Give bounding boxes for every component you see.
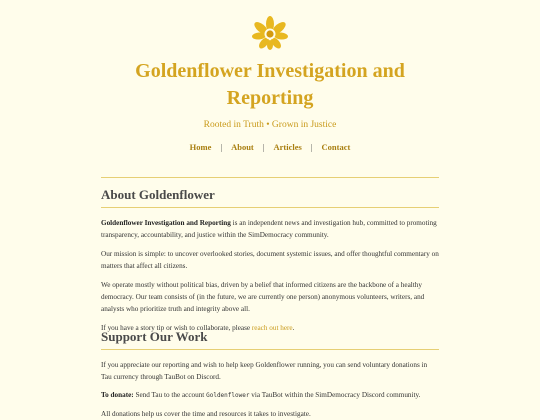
donate-end: via TauBot within the SimDemocracy Discord community. [249, 391, 421, 399]
about-p4-end: . [292, 324, 295, 332]
tagline: Rooted in Truth • Grown in Justice [203, 120, 337, 130]
about-paragraph-1 [101, 217, 439, 241]
nav-separator: | [310, 142, 313, 152]
site-header [0, 0, 540, 177]
contact-link[interactable]: reach out here [251, 324, 293, 332]
nav-home-link[interactable]: Home [189, 142, 212, 152]
donate-text: Send Tau to the account [133, 391, 207, 399]
nav-about-link[interactable]: About [231, 142, 254, 152]
donate-label: To donate: [101, 391, 134, 399]
about-paragraph-3: We operate mostly without political bias, driven by a belief that informed citizens are the backbone of a healthy democracy. Our team consists of (in the future, we are currently one person) anonymous volunteers, writers, and analysts who prioritize truth and integrity above all. [101, 281, 425, 313]
golden-flower-logo-icon [251, 16, 289, 50]
nav-separator: | [220, 142, 223, 152]
support-paragraph-1: If you appreciate our reporting and wish to help keep Goldenflower running, you can send voluntary donations in Tau currency through TauBot on Discord. [101, 361, 428, 381]
main-nav [0, 142, 540, 152]
nav-contact-link[interactable]: Contact [321, 142, 351, 152]
donate-paragraph [101, 389, 439, 402]
support-heading: Support Our Work [101, 329, 439, 350]
about-heading: About Goldenflower [101, 187, 439, 208]
about-p1-text: is an independent news and investigation hub, committed to promoting transparency, accountability, and justice within the SimDemocracy community. [101, 219, 437, 239]
about-section [101, 187, 439, 334]
about-paragraph-2: Our mission is simple: to uncover overlooked stories, document systemic issues, and offer thoughtful commentary on matters that affect all citizens. [101, 250, 439, 270]
about-org-name: Goldenflower Investigation and Reporting [101, 219, 231, 227]
nav-separator: | [262, 142, 265, 152]
about-p4-text: If you have a story tip or wish to collaborate, please [101, 324, 252, 332]
site-title [0, 58, 540, 112]
donate-account: Goldenflower [206, 392, 250, 399]
support-section [101, 329, 439, 420]
nav-articles-link[interactable]: Articles [273, 142, 302, 152]
header-divider [101, 177, 439, 178]
site-title-text: Goldenflower Investigation and Reporting [135, 60, 405, 109]
support-paragraph-3: All donations help us cover the time and resources it takes to investigate. [101, 410, 311, 418]
